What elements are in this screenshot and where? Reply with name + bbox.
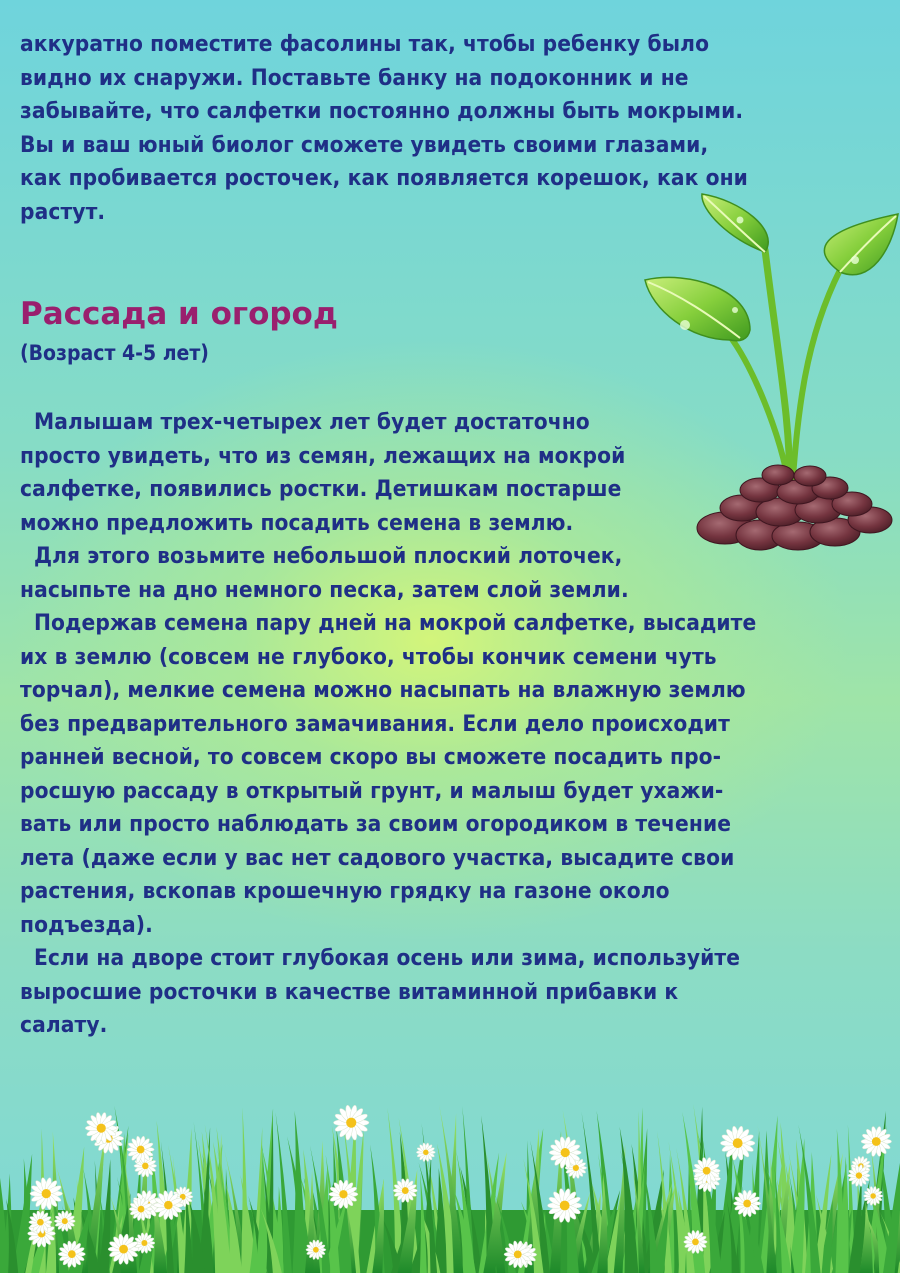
text-line: Вы и ваш юный биолог сможете увидеть своими глазами, [20, 131, 709, 158]
text-line: Для этого возьмите небольшой плоский лоточек, [34, 543, 623, 569]
text-line: выросшие росточки в качестве витаминной прибавки к [20, 978, 679, 1005]
text-line: салфетке, появились ростки. Детишкам постарше [20, 476, 622, 502]
text-line: забывайте, что салфетки постоянно должны быть мокрыми. [20, 98, 744, 124]
grass-and-daisies-icon [0, 1090, 900, 1273]
text-line: вать или просто наблюдать за своим огородиком в течение [20, 811, 732, 837]
text-line: просто увидеть, что из семян, лежащих на мокрой [20, 442, 626, 469]
text-line: росшую рассаду в открытый грунт, и малыш будет ухажи- [20, 777, 724, 804]
section-title: Рассада и огород [20, 296, 338, 332]
sprout-with-soil-icon [630, 190, 900, 560]
text-line: салату. [20, 1012, 108, 1038]
text-line: видно их снаружи. Поставьте банку на подоконник и не [20, 64, 689, 91]
text-line: растут. [20, 198, 106, 225]
text-line: можно предложить посадить семена в землю. [20, 509, 574, 536]
text-line: растения, вскопав крошечную грядку на газоне около [20, 878, 670, 904]
text-line: торчал), мелкие семена можно насыпать на влажную землю [20, 677, 746, 703]
text-line: Если на дворе стоит глубокая осень или зима, используйте [34, 945, 741, 971]
text-line: Подержав семена пару дней на мокрой салфетке, высадите [34, 610, 757, 636]
text-line: насыпьте на дно немного песка, затем слой земли. [20, 576, 629, 603]
text-line: как пробивается росточек, как появляется корешок, как они [20, 165, 748, 191]
section-age: (Возраст 4-5 лет) [20, 341, 209, 365]
text-line: лета (даже если у вас нет садового участка, высадите свои [20, 844, 735, 871]
text-line: подъезда). [20, 911, 153, 938]
text-line: ранней весной, то совсем скоро вы сможете посадить про- [20, 744, 722, 770]
text-line: аккуратно поместите фасолины так, чтобы ребенку было [20, 31, 710, 57]
text-line: Малышам трех-четырех лет будет достаточно [34, 409, 590, 435]
text-line: их в землю (совсем не глубоко, чтобы кончик семени чуть [20, 643, 717, 670]
text-line: без предварительного замачивания. Если дело происходит [20, 710, 730, 737]
